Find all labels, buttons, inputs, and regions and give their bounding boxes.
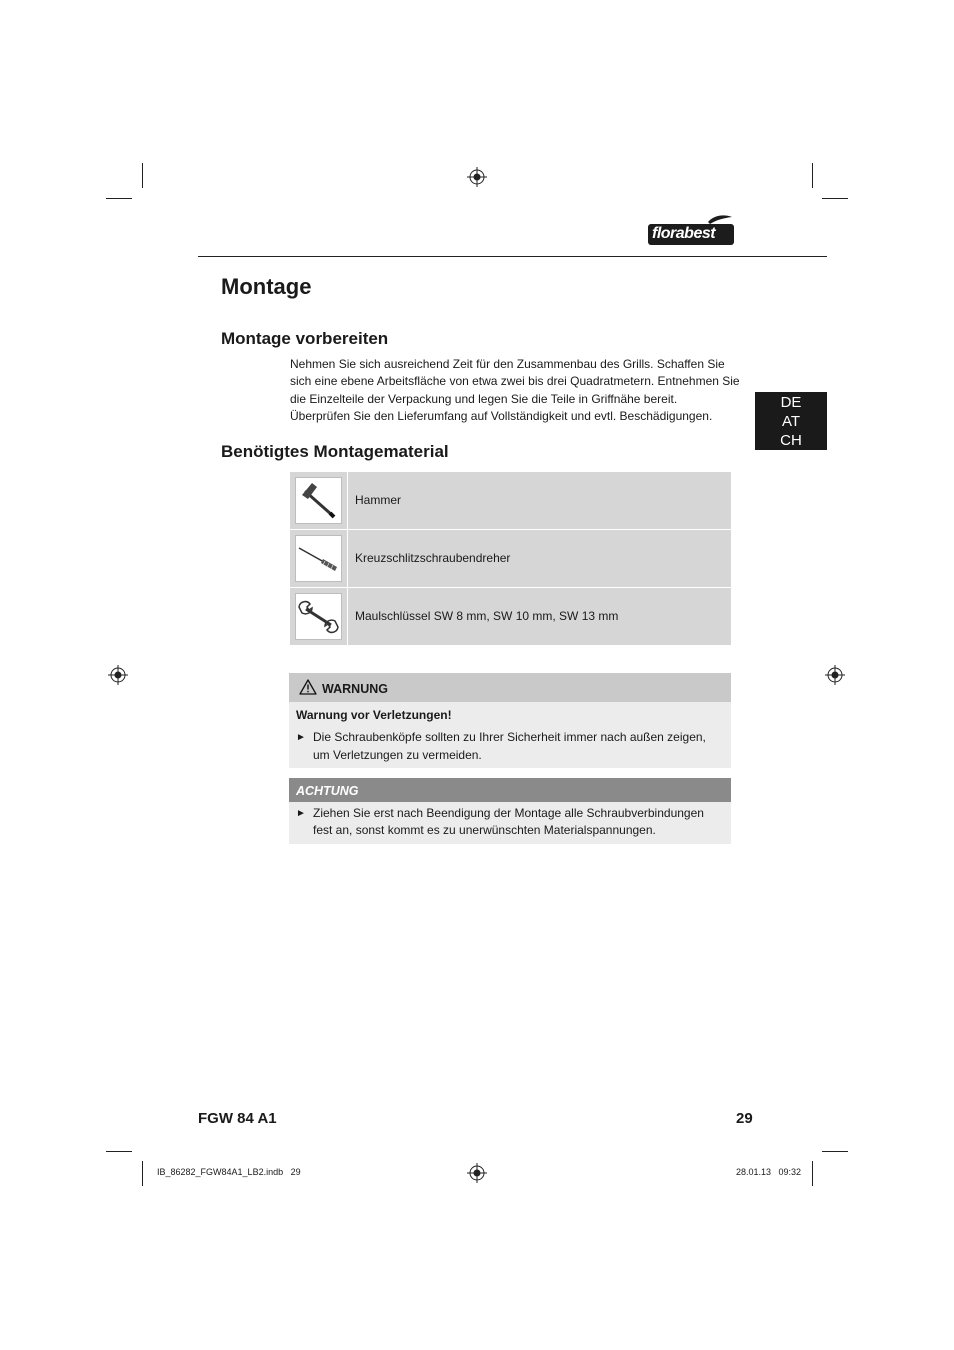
warning-triangle-icon xyxy=(299,679,317,695)
text-line: Nehmen Sie sich ausreichend Zeit für den Zusammenbau des Grills. Schaffen Sie xyxy=(290,357,725,371)
registration-mark-icon xyxy=(467,1163,487,1183)
slug-date: 28.01.13 09:32 xyxy=(736,1167,802,1177)
registration-mark-icon xyxy=(467,167,487,187)
warning-subheading: Warnung vor Verletzungen! xyxy=(296,708,452,722)
wrench-icon xyxy=(296,594,341,639)
tool-row xyxy=(290,588,731,645)
brand-logo xyxy=(648,214,734,246)
section-heading-prepare: Montage vorbereiten xyxy=(221,329,389,348)
caution-label: ACHTUNG xyxy=(289,778,731,802)
text-line: um Verletzungen zu vermeiden. xyxy=(313,747,482,762)
section-heading-material: Benötigtes Montagematerial xyxy=(221,442,449,461)
page-number: 29 xyxy=(736,1110,753,1127)
warning-box xyxy=(289,673,731,768)
crop-mark xyxy=(822,198,848,199)
language-code: DE xyxy=(780,394,802,411)
registration-mark-icon xyxy=(825,665,845,685)
caution-bullet xyxy=(296,805,723,840)
crop-mark xyxy=(822,1151,848,1152)
model-number: FGW 84 A1 xyxy=(198,1110,277,1127)
crop-mark xyxy=(142,163,143,188)
tool-label: Hammer xyxy=(355,493,402,507)
logo-text: florabest xyxy=(652,225,716,242)
caution-box xyxy=(289,778,731,844)
tool-label: Kreuzschlitzschraubendreher xyxy=(355,551,511,565)
language-code: CH xyxy=(780,432,802,449)
crop-mark xyxy=(106,1151,132,1152)
tool-row xyxy=(290,472,731,529)
screwdriver-icon xyxy=(296,536,341,581)
bullet-arrow-icon: ► xyxy=(296,808,306,819)
text-line: sich eine ebene Arbeitsfläche von etwa zwei bis drei Quadratmetern. Entnehmen Sie xyxy=(290,374,740,389)
crop-mark xyxy=(812,163,813,188)
warning-label: WARNUNG xyxy=(322,682,388,696)
crop-mark xyxy=(106,198,132,199)
registration-mark-icon xyxy=(108,665,128,685)
text-line: die Einzelteile der Verpackung und legen Sie die Teile in Griffnähe bereit. xyxy=(290,391,678,406)
tool-label: Maulschlüssel SW 8 mm, SW 10 mm, SW 13 mm xyxy=(355,609,619,623)
text-line: Die Schraubenköpfe sollten zu Ihrer Sicherheit immer nach außen zeigen, xyxy=(313,730,706,745)
bullet-arrow-icon: ► xyxy=(296,732,306,744)
hammer-icon xyxy=(296,478,341,523)
tool-row xyxy=(290,530,731,587)
text-line: Ziehen Sie erst nach Beendigung der Montage alle Schraubverbindungen xyxy=(313,806,704,820)
text-line: fest an, sonst kommt es zu unerwünschten Materialspannungen. xyxy=(313,823,656,838)
prepare-paragraph xyxy=(290,356,740,425)
text-line: Überprüfen Sie den Lieferumfang auf Vollständigkeit und evtl. Beschädigungen. xyxy=(290,408,713,423)
crop-mark xyxy=(142,1161,143,1186)
page-title: Montage xyxy=(221,274,312,299)
warning-bullet xyxy=(296,729,723,764)
crop-mark xyxy=(812,1161,813,1186)
language-code: AT xyxy=(781,413,801,430)
tool-table xyxy=(290,472,731,646)
header-rule xyxy=(198,256,827,257)
slug-file: IB_86282_FGW84A1_LB2.indb 29 xyxy=(157,1167,301,1177)
language-tab xyxy=(755,392,827,450)
